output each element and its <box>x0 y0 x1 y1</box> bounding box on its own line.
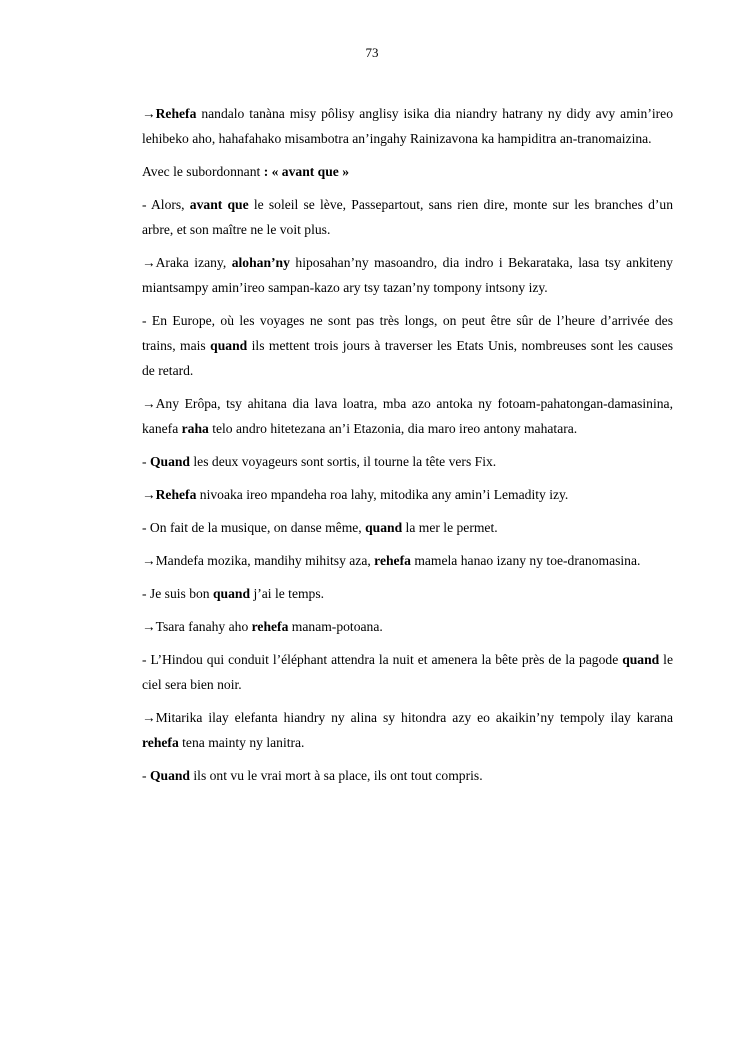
text-run: - L’Hindou qui conduit l’éléphant attendra la nuit et amenera la bête près de la pagode <box>142 652 623 667</box>
bold-term: rehefa <box>251 619 289 634</box>
paragraph <box>142 101 673 151</box>
text-run: nivoaka ireo mpandeha roa lahy, mitodika any amin’i Lemadity izy. <box>196 487 569 502</box>
text-run: telo andro hitetezana an’i Etazonia, dia maro ireo antony mahatara. <box>208 421 578 436</box>
text-run: ils mettent trois jours à traverser les Etats Unis, nombreuses sont les causes de retard. <box>142 338 673 378</box>
text-run: le ciel sera bien noir. <box>142 652 673 692</box>
text-run: - On fait de la musique, on danse même, <box>142 520 366 535</box>
text-run: la mer le permet. <box>402 520 498 535</box>
text-run: → <box>142 106 156 121</box>
text-run: j’ai le temps. <box>250 586 325 601</box>
text-run: →Araka izany, <box>142 255 232 270</box>
bold-term: Rehefa <box>155 487 197 502</box>
page-number: 73 <box>365 45 379 60</box>
bold-term: Quand <box>149 454 190 469</box>
paragraph <box>142 705 673 755</box>
paragraph <box>142 159 673 184</box>
bold-term: alohan’ny <box>231 255 290 270</box>
text-run: - Alors, <box>142 197 190 212</box>
bold-term: raha <box>181 421 209 436</box>
bold-term: quand <box>365 520 403 535</box>
paragraph <box>142 482 673 507</box>
text-run: - En Europe, où les voyages ne sont pas très longs, on peut être sûr de l’heure d’arrivée des trains, mais <box>142 313 673 353</box>
bold-term: Rehefa <box>155 106 197 121</box>
bold-term: quand <box>622 652 660 667</box>
text-run: tena mainty ny lanitra. <box>178 735 305 750</box>
text-run: →Any Erôpa, tsy ahitana dia lava loatra, mba azo antoka ny fotoam-pahatongan-damasinina, kanefa <box>142 396 673 436</box>
paragraph <box>142 581 673 606</box>
text-run: le soleil se lève, Passepartout, sans rien dire, monte sur les branches d’un arbre, et son maître ne le voit plus. <box>142 197 673 237</box>
text-run: →Mitarika ilay elefanta hiandry ny alina sy hitondra azy eo akaikin’ny tempoly ilay karana <box>142 710 673 725</box>
paragraph <box>142 763 673 788</box>
text-run: nandalo tanàna misy pôlisy anglisy isika dia niandry hatrany ny didy avy amin’ireo lehibeko aho, hahafahako misambotra an’ingahy Rainizavona ka hampiditra an-tranomaizina. <box>142 106 673 146</box>
text-run: - <box>142 768 150 783</box>
text-run: →Tsara fanahy aho <box>142 619 252 634</box>
paragraph <box>142 449 673 474</box>
text-run: - Je suis bon <box>142 586 213 601</box>
text-run: Avec le subordonnant <box>142 164 264 179</box>
paragraph <box>142 308 673 383</box>
bold-term: Quand <box>149 768 190 783</box>
text-run: hiposahan’ny masoandro, dia indro i Bekarataka, lasa tsy ankiteny miantsampy amin’ireo sampan-kazo ary tsy tazan’ny tompony intsony izy. <box>142 255 673 295</box>
text-run: →Mandefa mozika, mandihy mihitsy aza, <box>142 553 375 568</box>
text-run: les deux voyageurs sont sortis, il tourne la tête vers Fix. <box>190 454 497 469</box>
text-run: manam-potoana. <box>288 619 383 634</box>
text-run: → <box>142 487 156 502</box>
text-run: - <box>142 454 150 469</box>
paragraph <box>142 391 673 441</box>
text-run: mamela hanao izany ny toe-dranomasina. <box>410 553 641 568</box>
bold-term: rehefa <box>142 735 179 750</box>
bold-term: quand <box>213 586 251 601</box>
paragraph <box>142 647 673 697</box>
bold-term: rehefa <box>374 553 411 568</box>
paragraph <box>142 515 673 540</box>
paragraph <box>142 250 673 300</box>
body-text <box>142 101 673 796</box>
paragraph <box>142 192 673 242</box>
paragraph <box>142 614 673 639</box>
text-run: ils ont vu le vrai mort à sa place, ils ont tout compris. <box>190 768 483 783</box>
bold-term: avant que <box>189 197 249 212</box>
paragraph <box>142 548 673 573</box>
bold-term: : « avant que » <box>263 164 350 179</box>
bold-term: quand <box>210 338 248 353</box>
